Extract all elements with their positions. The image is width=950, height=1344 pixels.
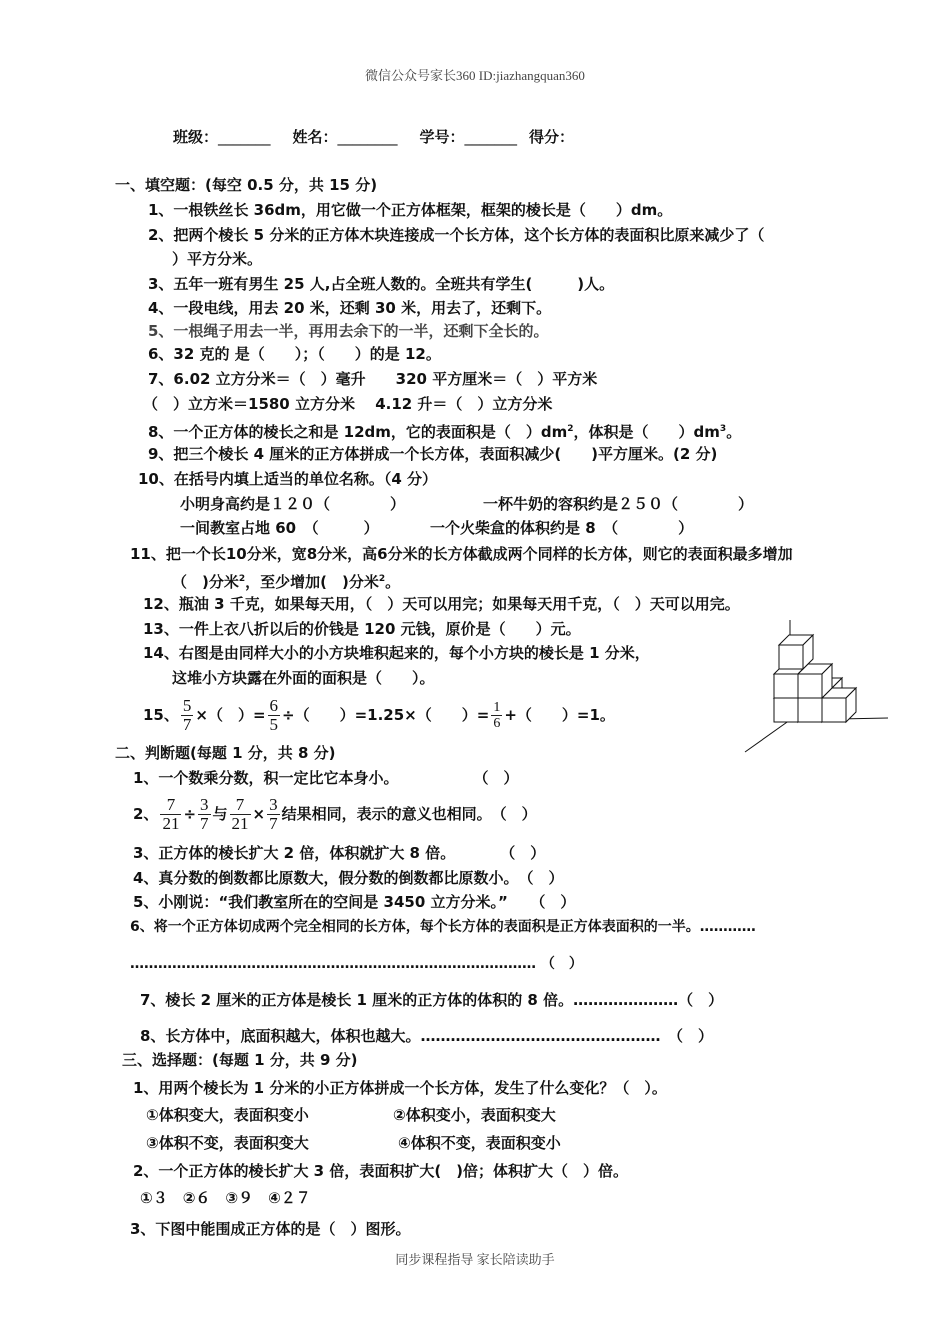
score-label: 得分： — [529, 128, 575, 146]
s1-q10b: 一杯牛奶的容积约是２５０（ ） — [483, 495, 754, 513]
s2-q2 — [133, 792, 537, 836]
s2-q2-frac2 — [198, 796, 211, 833]
s1-q9: 9、把三个棱长 4 厘米的正方体拼成一个长方体，表面积减少( )平方厘米。(2 分) — [148, 445, 718, 463]
s3-q3: 3、下图中能围成正方体的是（ ）图形。 — [130, 1220, 411, 1238]
s2-q2-frac4-num: 3 — [269, 795, 278, 814]
page-header: 微信公众号家长360 ID:jiazhangquan360 — [365, 68, 585, 83]
s1-q15-frac3 — [491, 700, 502, 731]
s3-q2: 2、一个正方体的棱长扩大 3 倍，表面积扩大( )倍；体积扩大（ ）倍。 — [133, 1162, 629, 1180]
s2-q2-frac3-den: 21 — [231, 814, 249, 833]
s2-q8: 8、长方体中，底面积越大，体积也越大。………………………………………… （ ） — [140, 1027, 713, 1045]
s1-q5: 5、一根绳子用去一半，再用去余下的一半，还剩下全长的。 — [148, 322, 549, 340]
s1-q8-sup1: 2 — [567, 424, 574, 434]
s2-q2-label: 2、 — [133, 805, 159, 823]
s3-q1-option-a: ①体积变大，表面积变小 — [146, 1106, 309, 1124]
s1-q1: 1、一根铁丝长 36dm，用它做一个正方体框架，框架的棱长是（ ）dm。 — [148, 201, 673, 219]
s1-q4: 4、一段电线，用去 20 米，还剩 30 米，用去了，还剩下。 — [148, 299, 552, 317]
s1-q10: 10、在括号内填上适当的单位名称。（4 分） — [138, 470, 438, 488]
s1-q15-text3: +（ ）=1。 — [504, 706, 615, 724]
s1-q11b-sup2: 2 — [378, 574, 386, 584]
s1-q13: 13、一件上衣八折以后的价钱是 120 元钱，原价是（ ）元。 — [143, 620, 581, 638]
s2-q2-frac1-num: 7 — [160, 796, 181, 815]
s1-q15-frac3-num: 1 — [493, 700, 501, 715]
s1-q15-frac3-den: 6 — [493, 716, 501, 731]
s1-q15-frac1-num: 5 — [182, 696, 192, 715]
section1-title: 一、填空题：(每空 0.5 分，共 15 分) — [115, 176, 378, 194]
s2-q2-frac3-num: 7 — [230, 796, 251, 815]
page-footer: 同步课程指导 家长陪读助手 — [395, 1252, 555, 1267]
info-line — [173, 127, 574, 147]
s1-q15-text1: ×（ ）= — [195, 706, 266, 724]
stacked-cubes-figure — [740, 612, 895, 757]
s1-q10a: 小明身高约是１２０（ ） — [180, 495, 406, 513]
s1-q8 — [148, 419, 741, 442]
number-blank: _______ — [464, 128, 518, 146]
s2-q6b: …………………………………………………………………………… （ ） — [130, 956, 583, 972]
s1-q2b: ）平方分米。 — [172, 250, 263, 268]
s1-q12: 12、瓶油 3 千克，如果每天用，（ ）天可以用完；如果每天用千克，（ ）天可以用完。 — [143, 595, 740, 613]
s2-q7: 7、棱长 2 厘米的正方体是棱长 1 厘米的正方体的体积的 8 倍。…………………（ ） — [140, 991, 724, 1009]
s2-q2-op2: × — [252, 805, 266, 823]
s1-q3: 3、五年一班有男生 25 人,占全班人数的。全班共有学生( )人。 — [148, 275, 615, 293]
s1-q8-sup2: 3 — [719, 424, 727, 434]
s1-q15-frac1-den: 7 — [182, 715, 192, 734]
s1-q6: 6、32 克的 是（ ）；（ ）的是 12。 — [148, 345, 441, 363]
s3-q1-option-c: ③体积不变，表面积变大 — [146, 1134, 309, 1152]
s1-q7a: 7、6.02 立方分米＝（ ）毫升 320 平方厘米＝（ ）平方米 — [148, 370, 598, 388]
s1-q2a: 2、把两个棱长 5 分米的正方体木块连接成一个长方体，这个长方体的表面积比原来减少了（ — [148, 226, 765, 244]
s1-q15-frac2 — [268, 697, 281, 734]
s2-q2-with: 与 — [212, 805, 228, 823]
s3-q1-option-b: ②体积变小，表面积变大 — [393, 1106, 556, 1124]
s2-q2-frac1-den: 21 — [162, 814, 180, 833]
s1-q10c: 一间教室占地 60 （ ） — [180, 519, 379, 537]
s2-q2-frac2-den: 7 — [200, 814, 209, 833]
s1-q8-mid: ，体积是（ ）dm — [573, 423, 720, 441]
s2-q3: 3、正方体的棱长扩大 2 倍，体积就扩大 8 倍。 （ ） — [133, 844, 546, 862]
s1-q15-frac2-den: 5 — [269, 715, 279, 734]
s2-q2-frac2-num: 3 — [200, 795, 209, 814]
s1-q11a: 11、把一个长10分米，宽8分米，高6分米的长方体截成两个同样的长方体，则它的表面积最多增加 — [130, 545, 793, 563]
name-label: 姓名： — [292, 128, 338, 146]
s1-q10d: 一个火柴盒的体积约是 8 （ ） — [430, 519, 694, 537]
s2-q6a: 6、将一个正方体切成两个完全相同的长方体，每个长方体的表面积是正方体表面积的一半。………… — [130, 919, 756, 935]
s2-q2-frac4 — [267, 796, 280, 833]
class-blank: _______ — [218, 128, 271, 146]
s1-q15-frac2-num: 6 — [269, 696, 279, 715]
student-number-label: 学号： — [419, 128, 465, 146]
class-label: 班级： — [173, 128, 219, 146]
section2-title: 二、判断题(每题 1 分，共 8 分) — [115, 744, 336, 762]
s2-q2-op1: ÷ — [183, 805, 197, 823]
s1-q8-pre: 8、一个正方体的棱长之和是 12dm，它的表面积是（ ）dm — [148, 423, 568, 441]
s1-q14b: 这堆小方块露在外面的面积是（ ）。 — [172, 669, 435, 687]
s2-q5: 5、小刚说：“我们教室所在的空间是 3450 立方分米。” （ ） — [133, 893, 576, 911]
s1-q15-text2: ÷（ ）=1.25×（ ）= — [282, 706, 490, 724]
s2-q4: 4、真分数的倒数都比原数大，假分数的倒数都比原数小。 （ ） — [133, 869, 564, 887]
s1-q11b-sup1: 2 — [238, 574, 246, 584]
s2-q2-frac1 — [160, 796, 181, 833]
s1-q15-label: 15、 — [143, 706, 179, 724]
s1-q15-frac1 — [181, 697, 194, 734]
s2-q2-frac4-den: 7 — [269, 814, 278, 833]
s2-q2-frac3 — [230, 796, 251, 833]
s2-q1: 1、一个数乘分数，积一定比它本身小。 （ ） — [133, 769, 519, 787]
s1-q11b-3: 。 — [385, 573, 401, 591]
s1-q7b: （ ）立方米＝1580 立方分米 4.12 升＝（ ）立方分米 — [143, 395, 553, 413]
name-blank: ________ — [337, 128, 398, 146]
s1-q8-end: 。 — [726, 423, 742, 441]
s1-q11b-2: ，至少增加( )分米 — [245, 573, 379, 591]
s1-q15 — [143, 693, 615, 737]
s3-q2-options: ①３ ②６ ③９ ④２７ — [140, 1189, 311, 1207]
s1-q11b-1: （ )分米 — [172, 573, 239, 591]
s2-q2-text: 结果相同，表示的意义也相同。 （ ） — [281, 805, 537, 823]
section3-title: 三、选择题：(每题 1 分，共 9 分) — [122, 1051, 358, 1069]
s1-q14a: 14、右图是由同样大小的小方块堆积起来的，每个小方块的棱长是 1 分米， — [143, 644, 650, 662]
s3-q1: 1、用两个棱长为 1 分米的小正方体拼成一个长方体，发生了什么变化？（ ）。 — [133, 1079, 667, 1097]
s3-q1-option-d: ④体积不变，表面积变小 — [398, 1134, 561, 1152]
s1-q11b — [172, 569, 400, 592]
cube — [779, 635, 813, 669]
